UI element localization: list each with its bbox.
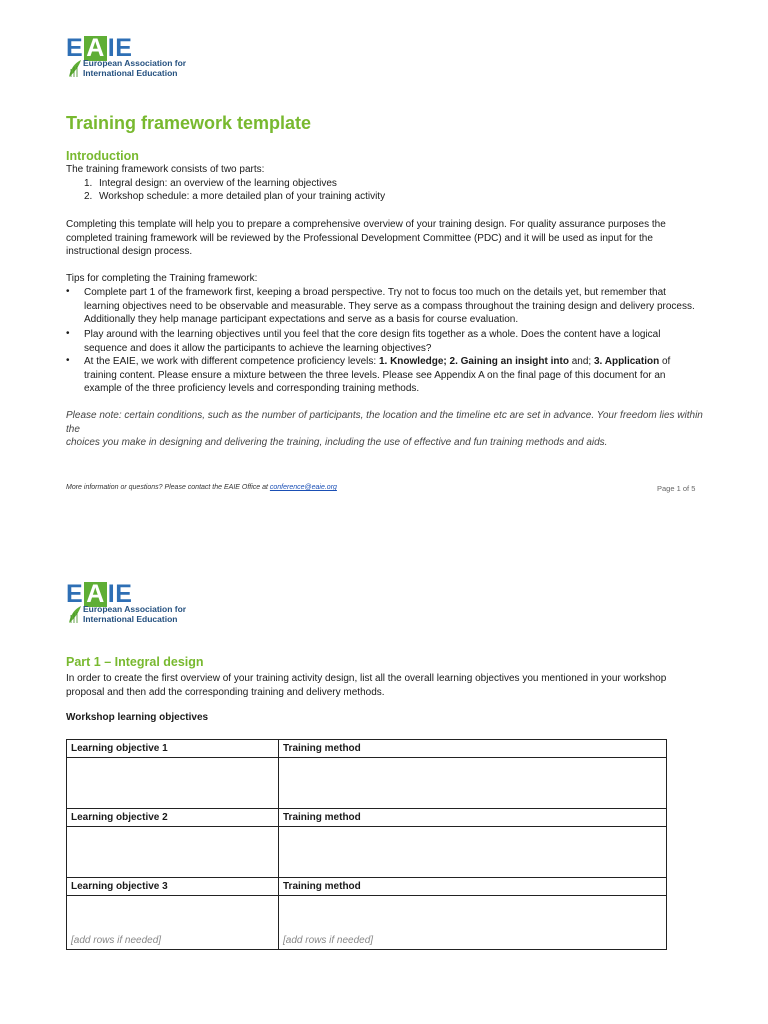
footer-contact: More information or questions? Please contact the EAIE Office at conference@eaie.org: [66, 484, 337, 491]
table-row: [67, 827, 667, 878]
learning-objectives-table: [66, 739, 667, 950]
table-title: Workshop learning objectives: [66, 712, 209, 723]
intro-text: The training framework consists of two parts:: [66, 164, 265, 175]
part1-heading: Part 1 – Integral design: [66, 655, 204, 669]
table-row: [67, 878, 667, 896]
tip-1: Complete part 1 of the framework first, keeping a broad perspective. Try not to focus too much on the details yet, but remember that learning objectives need to be observable and measurable. They serve as a compass throughout the training design and delivery process. Additionally they help manage participant expectations and serve as a basis for course evaluation.: [84, 287, 695, 325]
logo-wordmark: E A IE: [66, 580, 133, 608]
page-title: Training framework template: [66, 113, 312, 133]
leaf-icon: [68, 58, 82, 78]
introduction-heading: Introduction: [66, 149, 139, 163]
objective-input-cell[interactable]: [67, 827, 279, 878]
method-cell: Training method: [279, 878, 667, 896]
method-input-cell[interactable]: [279, 896, 667, 950]
method-input-cell[interactable]: [279, 758, 667, 809]
bullet-icon: •: [66, 355, 70, 366]
method-input-cell[interactable]: [279, 827, 667, 878]
logo-wordmark: E A IE: [66, 34, 133, 62]
objective-input-cell[interactable]: [67, 896, 279, 950]
bullet-icon: •: [66, 286, 70, 297]
objective-cell: Learning objective 2: [67, 809, 279, 827]
add-rows-placeholder: [add rows if needed]: [71, 935, 162, 946]
add-rows-placeholder: [add rows if needed]: [283, 935, 374, 946]
objective-cell: Learning objective 3: [67, 878, 279, 896]
paragraph: Completing this template will help you to prepare a comprehensive overview of your training design. For quality assurance purposes the completed training framework will be reviewed by the Professional Development Committee (PDC) and it will be used as input for the instructional design process.: [66, 219, 666, 257]
list-item: Integral design: an overview of the learning objectives: [99, 178, 337, 189]
objective-cell: Learning objective 1: [67, 740, 279, 758]
table-row: [67, 740, 667, 758]
table-row: [67, 809, 667, 827]
eaie-logo: [66, 36, 216, 80]
eaie-logo: [66, 582, 216, 626]
method-cell: Training method: [279, 740, 667, 758]
list-item: 1.: [84, 178, 93, 189]
bullet-icon: •: [66, 328, 70, 339]
list-item: Workshop schedule: a more detailed plan of your training activity: [99, 191, 386, 202]
logo-org-name: European Association for International Education: [83, 58, 187, 78]
contact-email-link[interactable]: conference@eaie.org: [269, 484, 337, 491]
method-cell: Training method: [279, 809, 667, 827]
page-number: Page 1 of 5: [657, 484, 696, 493]
list-item: 2.: [84, 191, 93, 202]
tip-3: At the EAIE, we work with different competence proficiency levels: 1. Knowledge; 2. Gaining an insight into and; 3. Application of training content. Please ensure a mixture between the three levels. Please see Appendix A on the final page of this document for an example of the three proficiency levels and corresponding training methods.: [84, 356, 671, 394]
leaf-icon: [68, 604, 82, 624]
part1-paragraph: In order to create the first overview of your training activity design, list all the overall learning objectives you mentioned in your workshop proposal and then add the corresponding training and delivery methods.: [66, 673, 667, 698]
please-note: Please note: certain conditions, such as the number of participants, the location and the timeline etc are set in advance. Your freedom lies within the choices you make in designing and delivering the training, including the use of effective and fun training methods and aids.: [66, 410, 703, 448]
tips-heading: Tips for completing the Training framework:: [66, 273, 258, 284]
logo-org-name: European Association for International Education: [83, 604, 187, 624]
table-row: [67, 758, 667, 809]
tip-2: Play around with the learning objectives until you feel that the core design fits together as a whole. Does the content have a logical sequence and does it allow the participants to achieve the learning objectives?: [84, 329, 661, 354]
objective-input-cell[interactable]: [67, 758, 279, 809]
table-row: [67, 896, 667, 950]
